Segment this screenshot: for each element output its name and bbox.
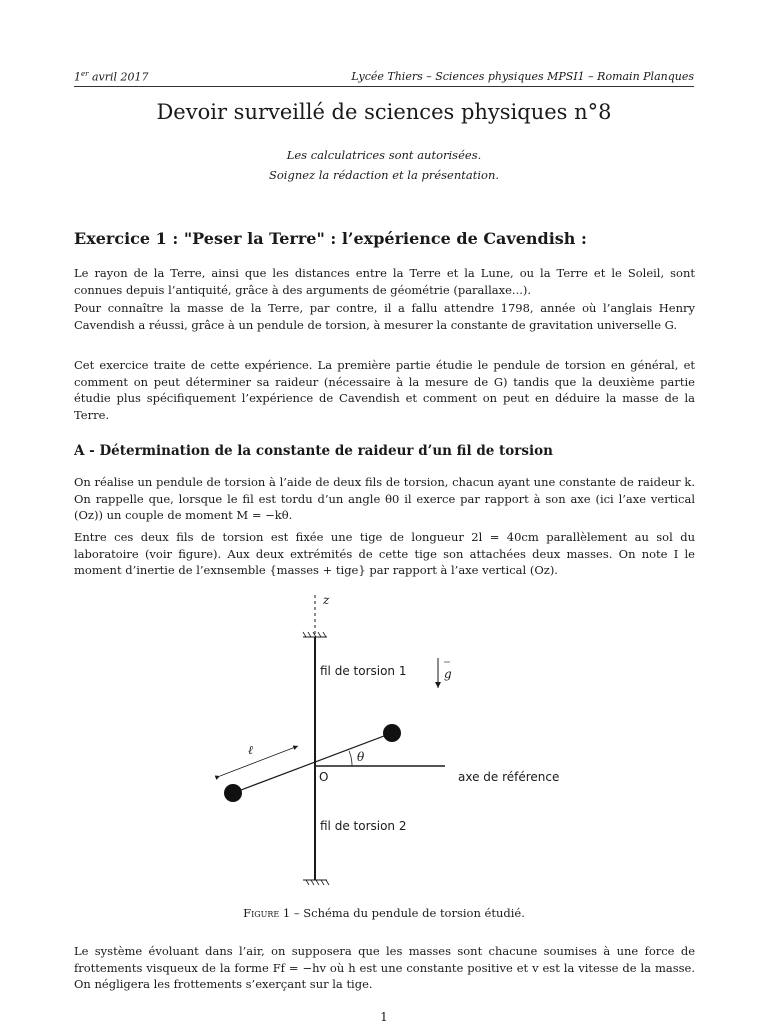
caption-prefix: Figure 1 [243,906,291,920]
page-title: Devoir surveillé de sciences physiques n°8 [156,100,612,124]
figure-caption [0,906,768,920]
subtitle-line-2: Soignez la rédaction et la présentation. [268,168,500,182]
g-label: g [444,667,452,681]
section-a-para-2: Entre ces deux fils de torsion est fixée une tige de longueur 2l = 40cm parallèlement au sol du laboratoire (voir figure). Aux deux extrémités de cette tige son attachées deux masses. On note I le moment d’inertie de l’exnsemble {masses + tige} par rapport à l’axe vertical (Oz). [74,530,695,577]
z-label: z [323,593,330,607]
origin-label: O [319,770,329,784]
header-source: Lycée Thiers – Sciences physiques MPSI1 – Romain Planques [351,70,694,83]
section-a-heading: A - Détermination de la constante de raideur d’un fil de torsion [74,443,553,459]
exercise-para-3: Cet exercice traite de cette expérience. La première partie étudie le pendule de torsion en général, et comment on peut déterminer sa raideur (nécessaire à la mesure de G) tandis que la deuxième partie étudie plus spécifiquement l’expérience de Cavendish et comment on peut en déduire la masse de la Terre. [74,358,695,422]
l-label: ℓ [248,743,253,757]
subtitle-line-1: Les calculatrices sont autorisées. [286,148,482,162]
torsion-pendulum-figure [200,590,580,895]
wire-2-label: fil de torsion 2 [320,819,407,833]
mass-right [383,724,401,742]
page-number: 1 [380,1010,388,1024]
bottom-hatch [306,880,329,885]
mass-left [224,784,242,802]
exercise-para-1: Le rayon de la Terre, ainsi que les distances entre la Terre et la Lune, ou la Terre et le Soleil, sont connues depuis l’antiquité, grâce à des arguments de géométrie (parallaxe...). [74,266,695,297]
exercise-para-2: Pour connaître la masse de la Terre, par contre, il a fallu attendre 1798, année où l’anglais Henry Cavendish a réussi, grâce à un pendule de torsion, à mesurer la constante de gravitation universelle G. [74,301,695,332]
theta-arc [349,751,352,766]
length-arrow [220,746,298,776]
exercise-heading: Exercice 1 : "Peser la Terre" : l’expérience de Cavendish : [74,229,587,248]
section-a-para-3: Le système évoluant dans l’air, on supposera que les masses sont chacune soumises à une force de frottements visqueux de la forme Ff = −hv où h est une constante positive et v est la vitesse de la masse. On négligera les frottements s’exerçant sur la tige. [74,944,695,991]
running-header [74,68,694,87]
caption-text: – Schéma du pendule de torsion étudié. [290,906,525,920]
section-a-para-1: On réalise un pendule de torsion à l’aide de deux fils de torsion, chacun ayant une constante de raideur k. On rappelle que, lorsque le fil est tordu d’un angle θ0 il exerce par rapport à son axe (ici l’axe vertical (Oz)) un couple de moment M = −kθ. [74,475,695,522]
header-date: 1er avril 2017 [74,70,149,84]
wire-1-label: fil de torsion 1 [320,664,407,678]
theta-label: θ [357,750,365,764]
rod [233,733,392,793]
ref-axis-label: axe de référence [458,770,560,784]
